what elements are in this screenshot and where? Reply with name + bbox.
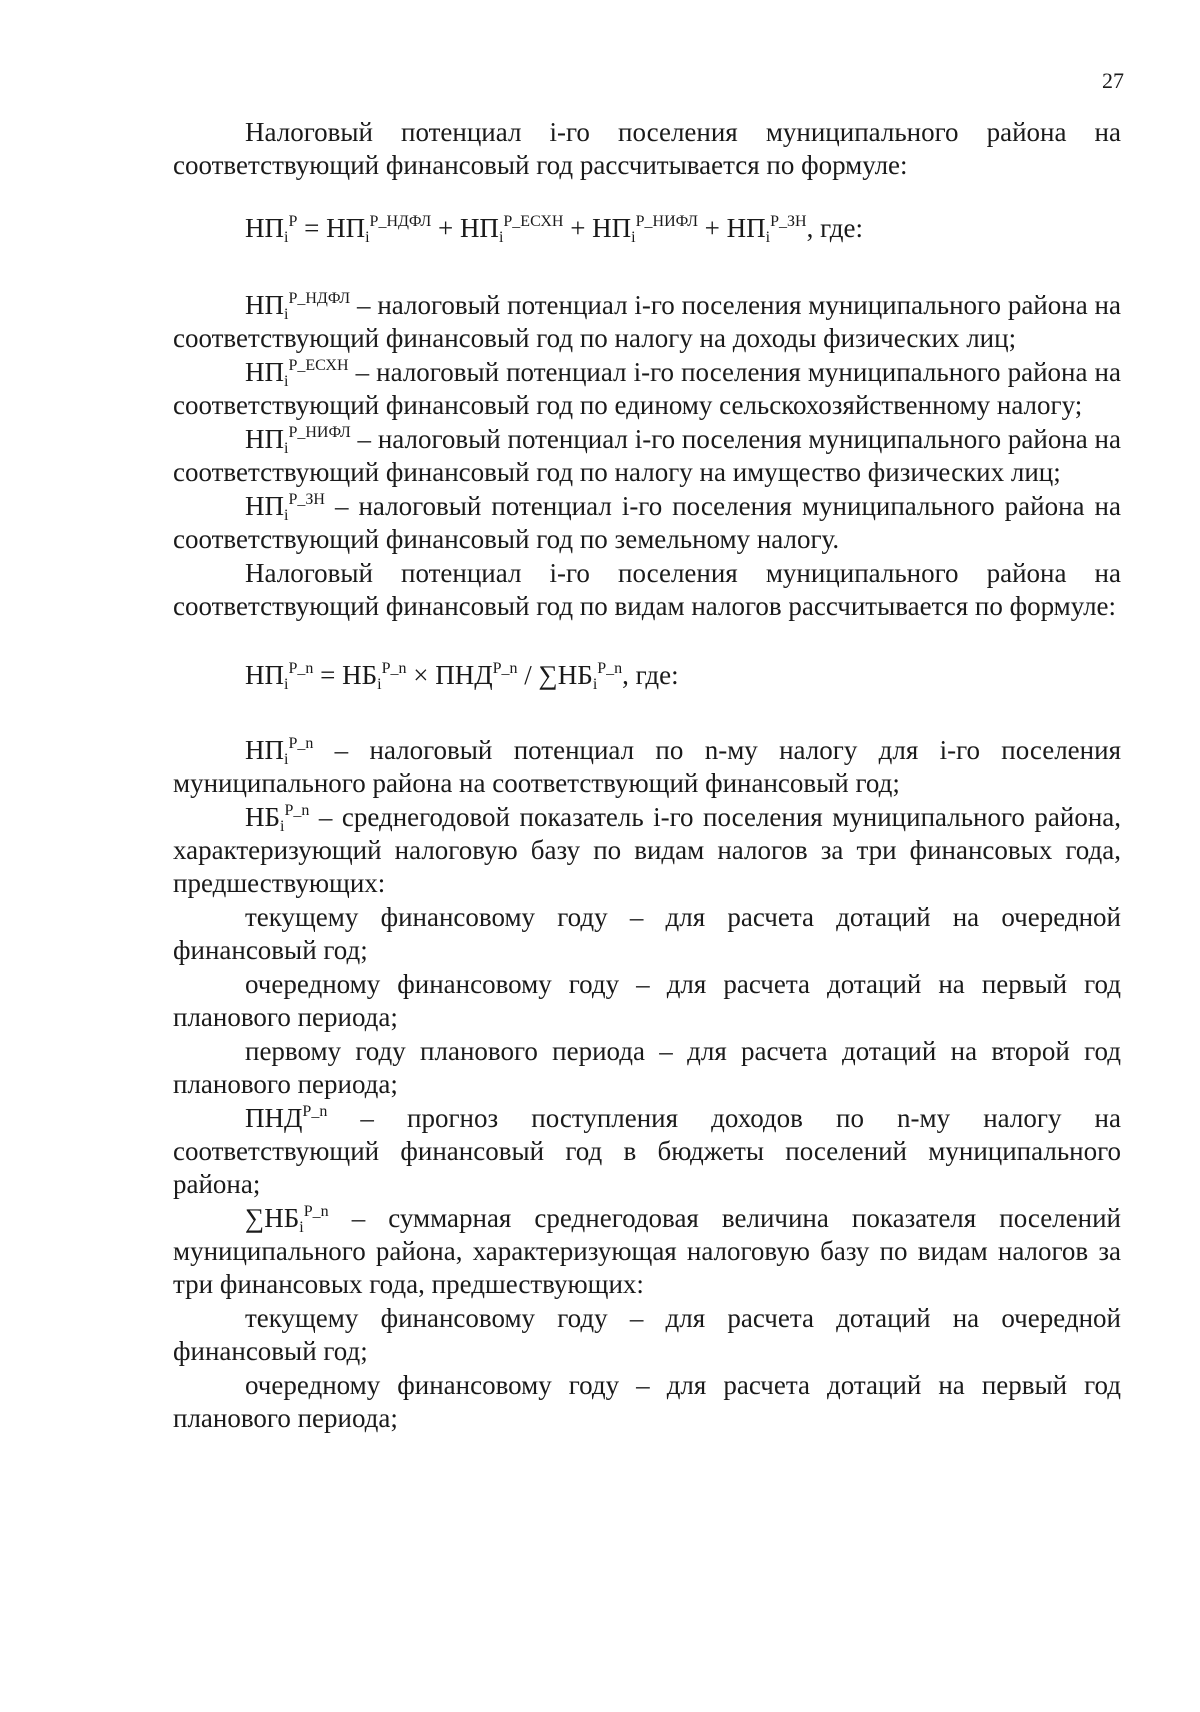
definition-zn: $НП_i^{Р\_ЗН}$ – налоговый потенциал i-го поселения муниципального района на соответствующий финансовый год по земельному налогу. xyxy=(173,491,1121,554)
intro-paragraph: Налоговый потенциал i-го поселения муниципального района на соответствующий финансовый год рассчитывается по формуле: xyxy=(173,117,1121,180)
list-item: текущему финансовому году – для расчета дотаций на очередной финансовый год; xyxy=(173,1303,1121,1366)
list-item: очередному финансовому году – для расчета дотаций на первый год планового периода; xyxy=(173,969,1121,1032)
formula-term: $НП_i^{Р\_НИФЛ}$ xyxy=(592,213,698,246)
formula-term: $НП_i^Р$ xyxy=(245,213,298,246)
definition-sum-nb: $\sum НБ_i^{Р\_n}$ – суммарная среднегодовая величина показателя поселений муниципального района, характеризующая налоговую базу по видам налогов за три финансовых года, предшествующих: xyxy=(173,1203,1121,1299)
document-body xyxy=(173,116,1121,1436)
formula-tax-potential-by-type: $НП_i^{Р\_n} = НБ_i^{Р\_n} \times ПНД^{Р\_n} / \sum НБ_i^{Р\_n}$, где: xyxy=(245,660,679,693)
definition-np-n: $НП_i^{Р\_n}$ – налоговый потенциал по n-му налогу для i-го поселения муниципального района на соответствующий финансовый год; xyxy=(173,735,1121,798)
definition-nb-n: $НБ_i^{Р\_n}$ – среднегодовой показатель i-го поселения муниципального района, характеризующий налоговую базу по видам налогов за три финансовых года, предшествующих: xyxy=(173,802,1121,898)
formula-term: $НП_i^{Р\_НДФЛ}$ xyxy=(326,213,432,246)
intro2-paragraph: Налоговый потенциал i-го поселения муниципального района на соответствующий финансовый год по видам налогов рассчитывается по формуле: xyxy=(173,558,1121,621)
list-item: первому году планового периода – для расчета дотаций на второй год планового периода; xyxy=(173,1036,1121,1099)
formula-term: $НП_i^{Р\_ЗН}$ xyxy=(726,213,807,246)
definition-nifl: $НП_i^{Р\_НИФЛ}$ – налоговый потенциал i-го поселения муниципального района на соответствующий финансовый год по налогу на имущество физических лиц; xyxy=(173,424,1121,487)
page-number: 27 xyxy=(1102,68,1124,93)
definition-pnd: $ПНД^{Р\_n}$ – прогноз поступления доходов по n-му налогу на соответствующий финансовый год в бюджеты поселений муниципального района; xyxy=(173,1103,1121,1199)
definition-ndfl: $НП_i^{Р\_НДФЛ}$ – налоговый потенциал i-го поселения муниципального района на соответствующий финансовый год по налогу на доходы физических лиц; xyxy=(173,290,1121,353)
list-item: очередному финансовому году – для расчета дотаций на первый год планового периода; xyxy=(173,1370,1121,1433)
list-item: текущему финансовому году – для расчета дотаций на очередной финансовый год; xyxy=(173,902,1121,965)
formula-term: $НП_i^{Р\_ЕСХН}$ xyxy=(459,213,564,246)
formula-tax-potential-total: $НП_i^Р = НП_i^{Р\_НДФЛ} + НП_i^{Р\_ЕСХН} + НП_i^{Р\_НИФЛ} + НП_i^{Р\_ЗН}$, где: xyxy=(245,213,864,246)
definition-eskhn: $НП_i^{Р\_ЕСХН}$ – налоговый потенциал i-го поселения муниципального района на соответствующий финансовый год по единому сельскохозяйственному налогу; xyxy=(173,357,1121,420)
